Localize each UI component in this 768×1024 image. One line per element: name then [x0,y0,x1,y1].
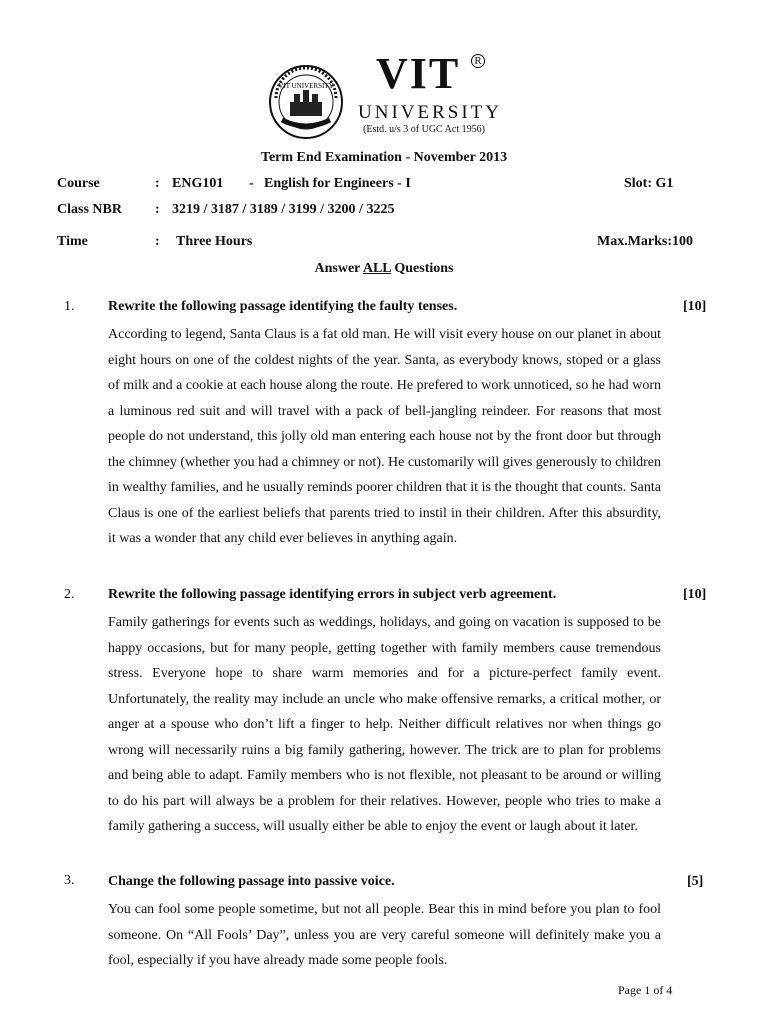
slot: Slot: G1 [624,176,674,191]
instructions: Answer ALL Questions [314,261,454,276]
svg-text:VIT UNIVERSITY: VIT UNIVERSITY [278,82,334,90]
question-marks: [5] [687,874,704,889]
question-marks: [10] [683,587,707,602]
question-number: 3. [64,873,75,888]
question-title: Rewrite the following passage identifying the faulty tenses. [108,299,458,314]
question-title: Change the following passage into passive voice. [108,874,395,889]
question-number: 1. [64,299,75,314]
university-logo [268,49,508,140]
question-title: Rewrite the following passage identifying errors in subject verb agreement. [108,587,557,602]
logo-establishment-note: (Estd. u/s 3 of UGC Act 1956) [363,124,485,135]
classnbr-value: 3219 / 3187 / 3189 / 3199 / 3200 / 3225 [172,202,395,217]
course-dash: - [249,176,254,191]
exam-title: Term End Examination - November 2013 [260,150,508,165]
time-label: Time [57,234,88,249]
university-seal-icon [268,64,344,140]
question-passage: Family gatherings for events such as weddings, holidays, and going on vacation is supposed to be happy occasions, but for many people, getting together with family members cause tremendous stress. Everyone hope to share warm memories and for a picture-perfect family event. Unfortunately, the reality may include an uncle who make offensive remarks, a critical mother, or anger at a spouse who don’t lift a finger to help. Neither difficult relatives nor when things go wrong will necessarily ruins a big family gathering, however. The trick are to plan for problems and being able to adapt. Family members who is not flexible, not pleasant to be around or willing to do his part will always be a problem for their relatives. However, people who tries to make a family gathering a success, will usually either be able to enjoy the event or laugh about it later. [108,615,661,834]
logo-wordmark: VIT [376,49,461,98]
course-code: ENG101 [172,176,224,191]
course-colon: : [155,176,160,191]
course-label: Course [57,176,100,191]
classnbr-label: Class NBR [57,202,122,217]
time-value: Three Hours [176,234,253,249]
question-passage: According to legend, Santa Claus is a fat old man. He will visit every house on our planet in about eight hours on one of the coldest nights of the year. Santa, as everybody knows, stoped or a glass of milk and a cookie at each house along the route. He prefered to work unnoticed, so he had worn a luminous red suit and will travel with a pack of bell-jangling reindeer. For reasons that most people do not understand, this jolly old man entering each house not by the front door but through the chimney (whether you had a chimney or not). He customarily will gives generously to children in wealthy families, and he usually reminds poorer children that it is the thought that counts. Santa Claus is one of the earliest beliefs that parents tried to instil in their children. After this absurdity, it was a wonder that any child ever believes in anything again. [108,327,661,546]
question-marks: [10] [683,299,707,314]
logo-subtitle: UNIVERSITY [358,102,502,123]
question-number: 2. [64,587,75,602]
course-name: English for Engineers - I [264,176,411,191]
time-colon: : [155,234,160,249]
question-passage: You can fool some people sometime, but not all people. Bear this in mind before you plan to fool someone. On “All Fools’ Day”, unless you are very careful someone will definitely make you a fool, especially if you have already made some people fools. [108,902,661,968]
page-number: Page 1 of 4 [618,983,673,997]
registered-mark-icon: R [471,54,485,68]
classnbr-colon: : [155,202,160,217]
instructions-emphasis: ALL [362,261,391,276]
max-marks: Max.Marks:100 [597,234,694,249]
